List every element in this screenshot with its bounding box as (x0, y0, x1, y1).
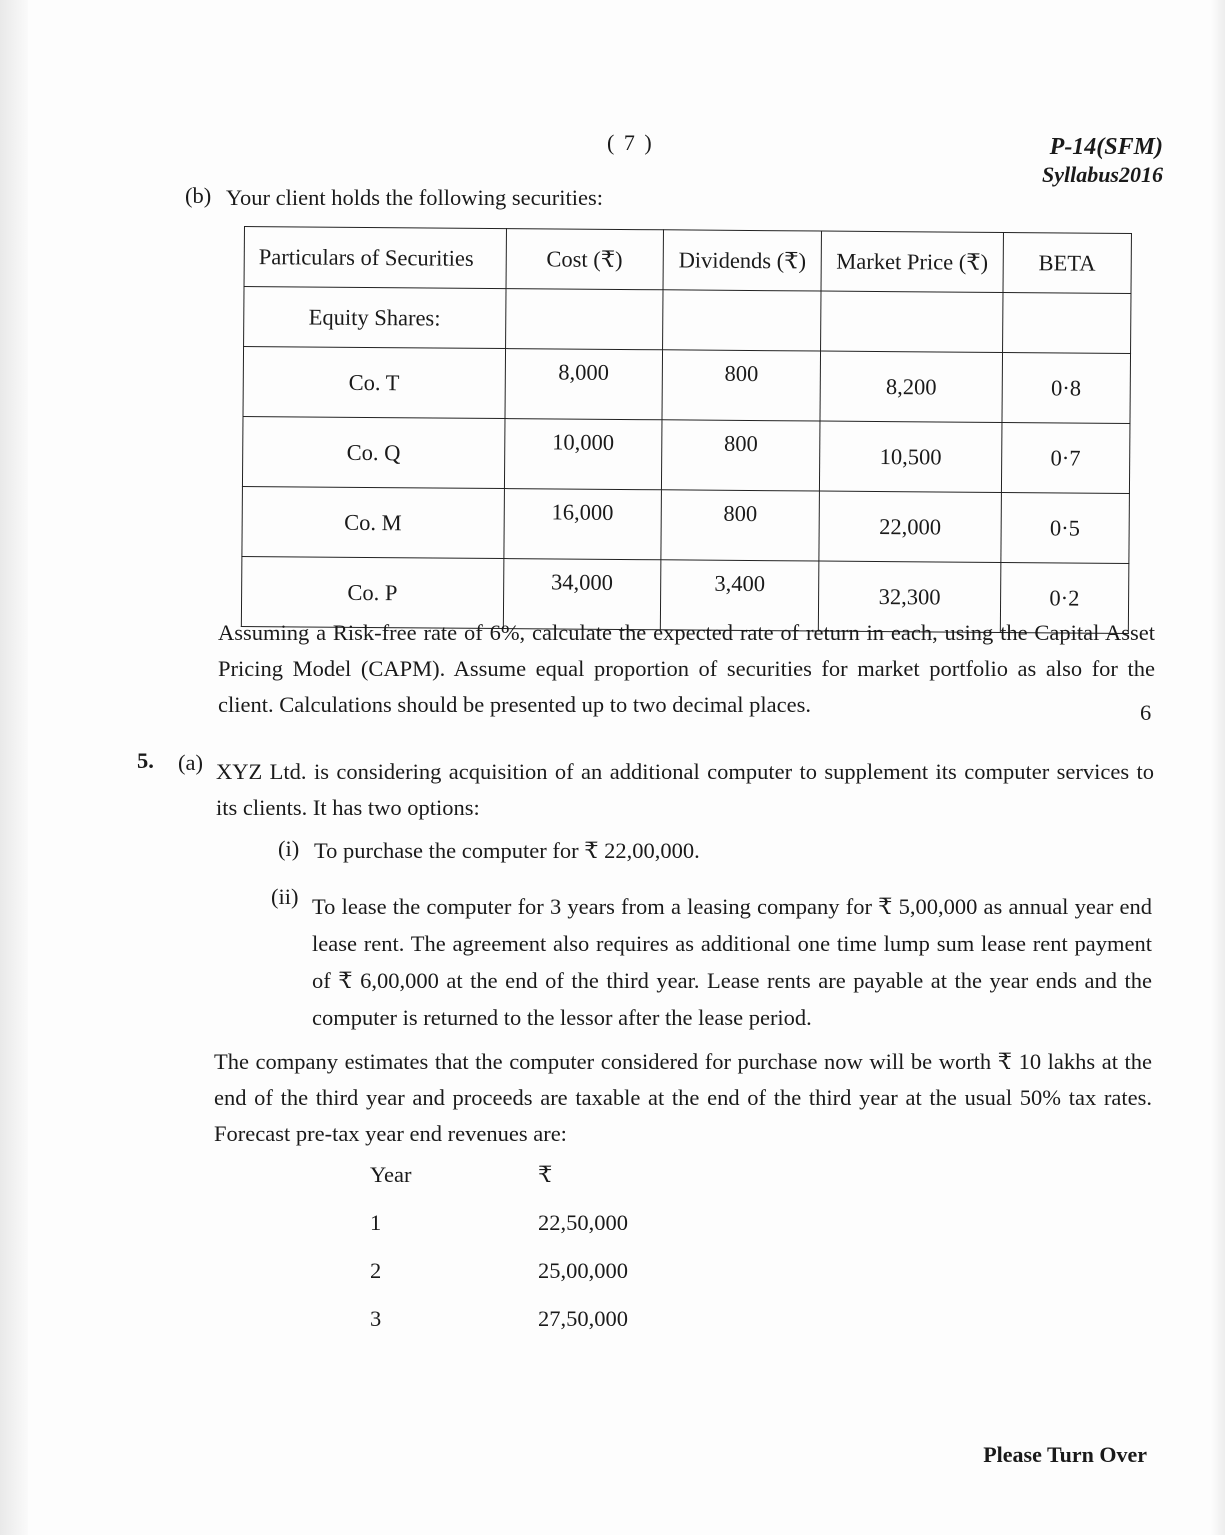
header-particulars: Particulars of Securities (244, 227, 506, 289)
security-cost: 10,000 (504, 419, 662, 490)
header-market-price: Market Price (₹) (821, 231, 1003, 292)
scan-shadow-right (1211, 0, 1225, 1535)
table-cell-empty (662, 290, 821, 351)
please-turn-over: Please Turn Over (983, 1442, 1147, 1467)
table-row (242, 486, 1130, 563)
option-i-label: (i) (278, 836, 300, 861)
security-name: Co. Q (242, 416, 504, 488)
question-5-number: 5. (137, 748, 154, 773)
question-5a-text: XYZ Ltd. is considering acquisition of an additional computer to supplement its computer services to its clients. It has two options: (216, 759, 1154, 820)
security-cost: 16,000 (503, 489, 661, 560)
security-beta: 0·5 (1001, 492, 1130, 563)
estimate-paragraph: The company estimates that the computer considered for purchase now will be worth ₹ 10 lakhs at the end of the third year and proceeds are taxable at the end of the third year at the usual 50% tax rates. Forecast pre-tax year end revenues are: (214, 1049, 1152, 1146)
security-market-price: 32,300 (819, 561, 1001, 632)
section-label-equity: Equity Shares: (244, 287, 506, 349)
question-b-label: (b) (185, 183, 212, 208)
question-5a-label: (a) (178, 750, 203, 775)
header-cost: Cost (₹) (506, 229, 664, 290)
security-market-price: 22,000 (819, 491, 1001, 562)
page-number: ( 7 ) (607, 130, 654, 155)
table-row (243, 347, 1131, 424)
table-cell-empty (821, 291, 1003, 352)
scan-shadow-left (0, 0, 28, 1535)
table-header-row (244, 227, 1131, 294)
option-i-text: To purchase the computer for ₹ 22,00,000. (314, 838, 700, 863)
security-name: Co. M (242, 486, 504, 558)
revenue-amount: 25,00,000 (538, 1258, 628, 1283)
security-beta: 0·8 (1002, 352, 1131, 423)
security-beta: 0·2 (1000, 562, 1129, 633)
revenue-year-header: Year (370, 1162, 412, 1187)
table-row (242, 416, 1130, 493)
security-dividends: 800 (662, 350, 821, 421)
security-dividends: 3,400 (660, 560, 819, 631)
security-cost: 8,000 (505, 349, 663, 420)
security-cost: 34,000 (503, 559, 661, 630)
security-name: Co. T (243, 347, 505, 419)
revenue-year: 1 (370, 1210, 382, 1235)
question-b-intro: Your client holds the following securities: (226, 185, 604, 210)
table-row-section (244, 287, 1131, 354)
security-market-price: 10,500 (820, 421, 1002, 492)
header-dividends: Dividends (₹) (663, 230, 822, 291)
table-cell-empty (1002, 292, 1131, 353)
securities-table (241, 226, 1132, 634)
paper-code: P-14(SFM) (1049, 134, 1163, 160)
revenue-amount: 27,50,000 (538, 1306, 628, 1331)
question-b-marks: 6 (1140, 700, 1152, 725)
security-beta: 0·7 (1001, 422, 1130, 493)
revenue-amount-header: ₹ (538, 1162, 553, 1187)
table-cell-empty (505, 289, 663, 350)
capm-instruction: Assuming a Risk-free rate of 6%, calculate the expected rate of return in each, using the Capital Asset Pricing Model (CAPM). Assume equal proportion of securities for market portfolio as also for the client. Calculations should be presented up to two decimal places. (218, 620, 1155, 717)
revenue-amount: 22,50,000 (538, 1210, 628, 1235)
security-name: Co. P (241, 556, 503, 628)
option-ii-text: To lease the computer for 3 years from a leasing company for ₹ 5,00,000 as annual year end lease rent. The agreement also requires as additional one time lump sum lease rent payment of ₹ 6,00,000 at the end of the third year. Lease rents are payable at the year ends and the computer is returned to the lessor after the lease period. (312, 894, 1152, 1030)
security-market-price: 8,200 (820, 351, 1002, 422)
revenue-year: 2 (370, 1258, 382, 1283)
security-dividends: 800 (661, 490, 820, 561)
security-dividends: 800 (661, 420, 820, 491)
option-ii-label: (ii) (271, 884, 299, 909)
syllabus-label: Syllabus2016 (1041, 162, 1163, 187)
header-beta: BETA (1003, 232, 1132, 293)
revenue-year: 3 (370, 1306, 382, 1331)
